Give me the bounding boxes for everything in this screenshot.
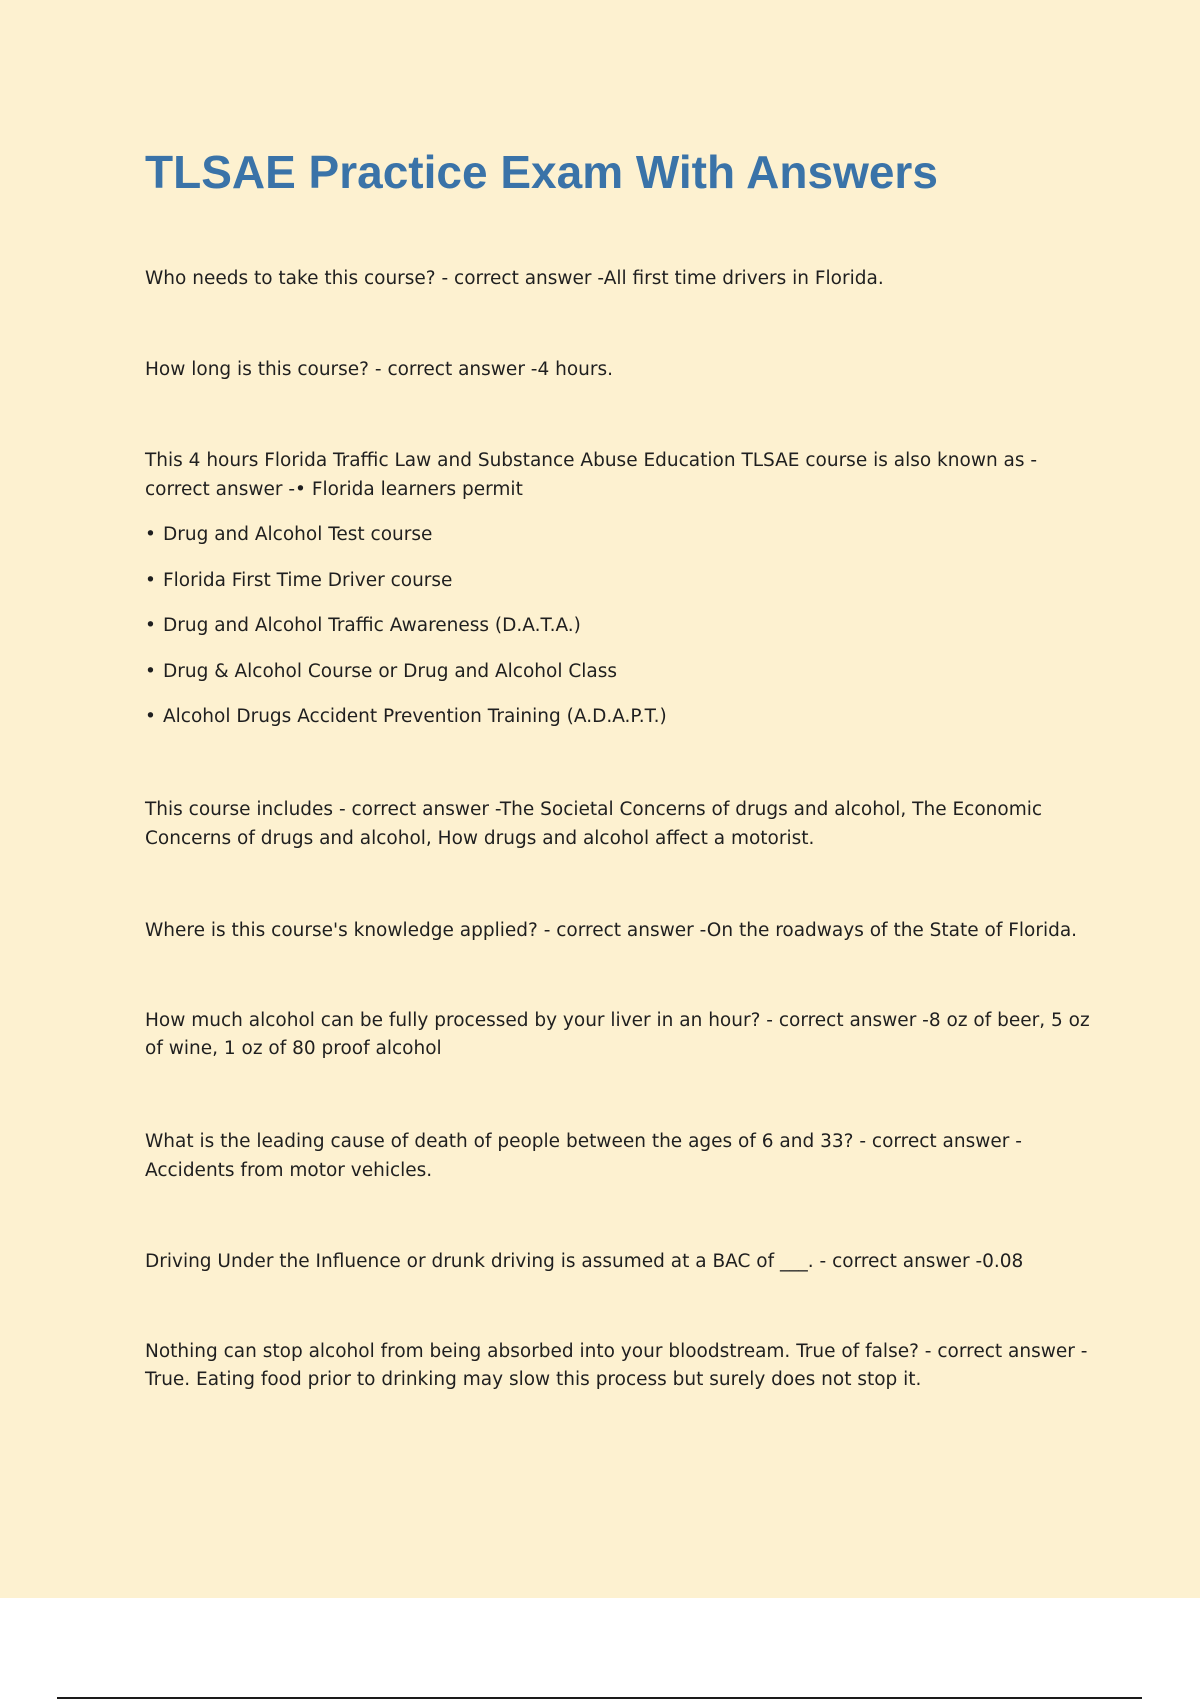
bullet-icon: • xyxy=(145,524,156,545)
qa-item-liver-processing: How much alcohol can be fully processed by your liver in an hour? - correct answer -8 oz of beer, 5 oz of wine, 1 oz of 80 proof alcohol xyxy=(145,1010,1090,1059)
list-item-text: Alcohol Drugs Accident Prevention Training (A.D.A.P.T.) xyxy=(163,706,667,727)
qa-item-who-needs: Who needs to take this course? - correct answer -All first time drivers in Florida. xyxy=(145,268,884,289)
also-known-as-list xyxy=(145,520,1090,748)
qa-item-leading-cause: What is the leading cause of death of people between the ages of 6 and 33? - correct answer - Accidents from motor vehicles. xyxy=(145,1131,1022,1181)
qa-item-dui-bac: Driving Under the Influence or drunk driving is assumed at a BAC of ___. - correct answer -0.08 xyxy=(145,1251,1024,1272)
list-item xyxy=(145,520,1090,566)
qa-item-absorption: Nothing can stop alcohol from being absorbed into your bloodstream. True of false? - correct answer -True. Eating food prior to drinking may slow this process but surely does not stop it. xyxy=(145,1341,1088,1390)
bullet-icon: • xyxy=(145,569,156,591)
list-item-text: Drug & Alcohol Course or Drug and Alcohol Class xyxy=(163,660,618,682)
list-item xyxy=(145,566,1090,612)
footer-divider xyxy=(57,1697,1142,1699)
bullet-icon: • xyxy=(145,706,156,727)
qa-item-also-known-as: This 4 hours Florida Traffic Law and Substance Abuse Education TLSAE course is also known as - correct answer -• Florida learners permit xyxy=(145,450,1038,500)
bullet-icon: • xyxy=(145,615,156,636)
list-item xyxy=(145,657,1090,703)
qa-item-course-length: How long is this course? - correct answer -4 hours. xyxy=(145,359,614,380)
qa-item-knowledge-applied: Where is this course's knowledge applied? - correct answer -On the roadways of the State of Florida. xyxy=(145,920,1078,941)
document-title: TLSAE Practice Exam With Answers xyxy=(145,146,938,198)
list-item-text: Florida First Time Driver course xyxy=(163,569,453,591)
list-item xyxy=(145,702,1090,748)
qa-item-course-includes: This course includes - correct answer -The Societal Concerns of drugs and alcohol, The Economic Concerns of drugs and alcohol, How drugs and alcohol affect a motorist. xyxy=(145,799,1043,849)
list-item-text: Drug and Alcohol Test course xyxy=(163,524,433,545)
list-item-text: Drug and Alcohol Traffic Awareness (D.A.T.A.) xyxy=(163,615,581,636)
bullet-icon: • xyxy=(145,660,156,682)
list-item xyxy=(145,611,1090,657)
